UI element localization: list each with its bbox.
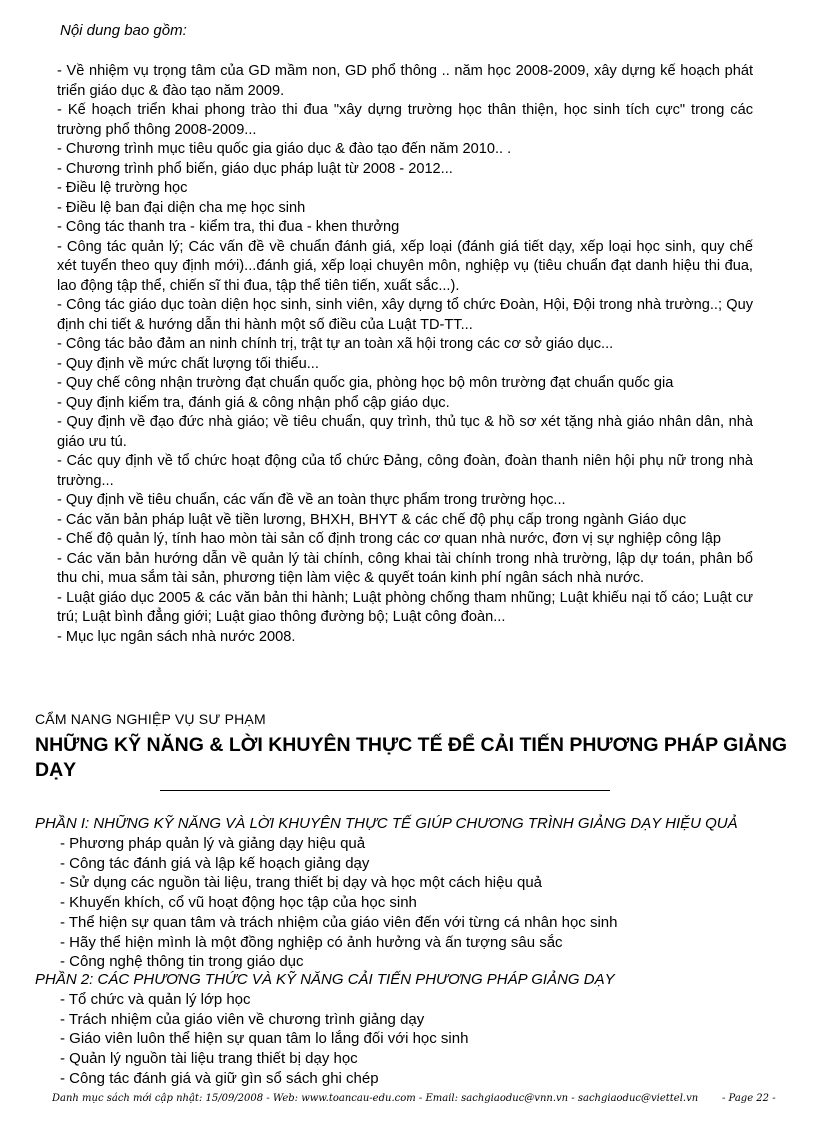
list-item: - Sử dụng các nguồn tài liệu, trang thiết bị dạy và học một cách hiệu quả: [60, 874, 543, 892]
part1-heading: PHẦN I: NHỮNG KỸ NĂNG VÀ LỜI KHUYÊN THỰC TẾ GIÚP CHƯƠNG TRÌNH GIẢNG DẠY HIỆU QUẢ: [35, 815, 738, 832]
part2-heading: PHẦN 2: CÁC PHƯƠNG THỨC VÀ KỸ NĂNG CẢI TIẾN PHƯƠNG PHÁP GIẢNG DẠY: [35, 971, 615, 988]
list-item: - Công tác đánh giá và lập kế hoạch giảng dạy: [60, 854, 370, 872]
list-item: - Về nhiệm vụ trọng tâm của GD mầm non, GD phổ thông .. năm học 2008-2009, xây dựng kế hoạch phát triển giáo dục & đào tạo năm 2009.: [57, 63, 753, 99]
page-number: - Page 22 -: [722, 1093, 776, 1104]
list-item: - Quản lý nguồn tài liệu trang thiết bị dạy học: [60, 1050, 358, 1068]
list-item: - Quy định về mức chất lượng tối thiểu...: [57, 355, 319, 372]
section-title: NHỮNG KỸ NĂNG & LỜI KHUYÊN THỰC TẾ ĐỂ CẢI TIẾN PHƯƠNG PHÁP GIẢNG DẠY: [35, 734, 788, 781]
list-item: - Công tác thanh tra - kiểm tra, thi đua - khen thưởng: [57, 219, 400, 235]
list-item: - Luật giáo dục 2005 & các văn bản thi hành; Luật phòng chống tham nhũng; Luật khiếu nại tố cáo; Luật cư trú; Luật bình đẳng giới; Luật giao thông đường bộ; Luật công đoàn...: [57, 589, 753, 625]
section-subtitle: CẨM NANG NGHIỆP VỤ SƯ PHẠM: [35, 711, 266, 727]
list-item: - Trách nhiệm của giáo viên về chương trình giảng dạy: [60, 1010, 425, 1028]
contents-list: [57, 62, 753, 647]
list-item: - Các văn bản pháp luật về tiền lương, BHXH, BHYT & các chế độ phụ cấp trong ngành Giáo dục: [57, 511, 687, 528]
list-item: - Thể hiện sự quan tâm và trách nhiệm của giáo viên đến với từng cá nhân học sinh: [60, 913, 618, 931]
list-item: - Tổ chức và quản lý lớp học: [60, 991, 251, 1008]
list-item: - Quy định kiểm tra, đánh giá & công nhận phổ cập giáo dục.: [57, 394, 450, 411]
list-item: - Kế hoạch triển khai phong trào thi đua "xây dựng trường học thân thiện, học sinh tích cực" trong các trường phổ thông 2008-2009...: [57, 102, 753, 138]
list-item: - Điều lệ ban đại diện cha mẹ học sinh: [57, 199, 306, 216]
part2-list: [60, 990, 468, 1089]
list-item: - Khuyến khích, cổ vũ hoạt động học tập của học sinh: [60, 894, 417, 912]
intro-heading: Nội dung bao gồm:: [60, 22, 187, 39]
list-item: - Chế độ quản lý, tính hao mòn tài sản cố định trong các cơ quan nhà nước, đơn vị sự nghiệp công lập: [57, 531, 722, 547]
list-item: - Điều lệ trường học: [57, 180, 188, 196]
title-underline: [160, 790, 610, 791]
list-item: - Phương pháp quản lý và giảng dạy hiệu quả: [60, 835, 366, 852]
list-item: - Quy định về đạo đức nhà giáo; về tiêu chuẩn, quy trình, thủ tục & hồ sơ xét tặng nhà giáo nhân dân, nhà giáo ưu tú.: [57, 414, 753, 450]
page-footer: Danh mục sách mới cập nhật: 15/09/2008 - Web: www.toancau-edu.com - Email: sachgiaoduc@vnn.vn - sachgiaoduc@viettel.vn: [52, 1093, 699, 1104]
list-item: - Công tác đánh giá và giữ gìn sổ sách ghi chép: [60, 1069, 379, 1087]
part1-list: [60, 834, 617, 972]
list-item: - Chương trình phổ biến, giáo dục pháp luật từ 2008 - 2012...: [57, 160, 453, 177]
list-item: - Hãy thể hiện mình là một đồng nghiệp có ảnh hưởng và ấn tượng sâu sắc: [60, 933, 563, 951]
list-item: - Các văn bản hướng dẫn về quản lý tài chính, công khai tài chính trong nhà trường, lập dự toán, phân bổ thu chi, mua sắm tài sản, phương tiện làm việc & quyết toán kinh phí ngân sách nhà nước.: [57, 550, 753, 586]
list-item: - Quy định về tiêu chuẩn, các vấn đề về an toàn thực phẩm trong trường học...: [57, 492, 566, 508]
list-item: - Mục lục ngân sách nhà nước 2008.: [57, 628, 296, 645]
list-item: - Công tác giáo dục toàn diện học sinh, sinh viên, xây dựng tổ chức Đoàn, Hội, Đội trong nhà trường..; Quy định chi tiết & hướng dẫn thi hành một số điều của Luật TD-TT...: [57, 297, 753, 333]
list-item: - Các quy định về tổ chức hoạt động của tổ chức Đảng, công đoàn, đoàn thanh niên hội phụ nữ trong nhà trường...: [57, 453, 753, 489]
list-item: - Giáo viên luôn thể hiện sự quan tâm lo lắng đối với học sinh: [60, 1030, 469, 1048]
list-item: - Công nghệ thông tin trong giáo dục: [60, 953, 304, 971]
list-item: - Chương trình mục tiêu quốc gia giáo dục & đào tạo đến năm 2010.. .: [57, 141, 512, 157]
list-item: - Công tác quản lý; Các vấn đề về chuẩn đánh giá, xếp loại (đánh giá tiết dạy, xếp loại học sinh, quy chế xét tuyển theo quy định mới)...đánh giá, xếp loại chuyên môn, nghiệp vụ (tiêu chuẩn đạt danh hiệu thi đua, lao động tập thể, chiến sĩ thi đua, tập thể tiên tiến, xuất sắc...).: [57, 238, 753, 294]
list-item: - Công tác bảo đảm an ninh chính trị, trật tự an toàn xã hội trong các cơ sở giáo dục...: [57, 336, 614, 352]
list-item: - Quy chế công nhận trường đạt chuẩn quốc gia, phòng học bộ môn trường đạt chuẩn quốc gia: [57, 375, 674, 391]
